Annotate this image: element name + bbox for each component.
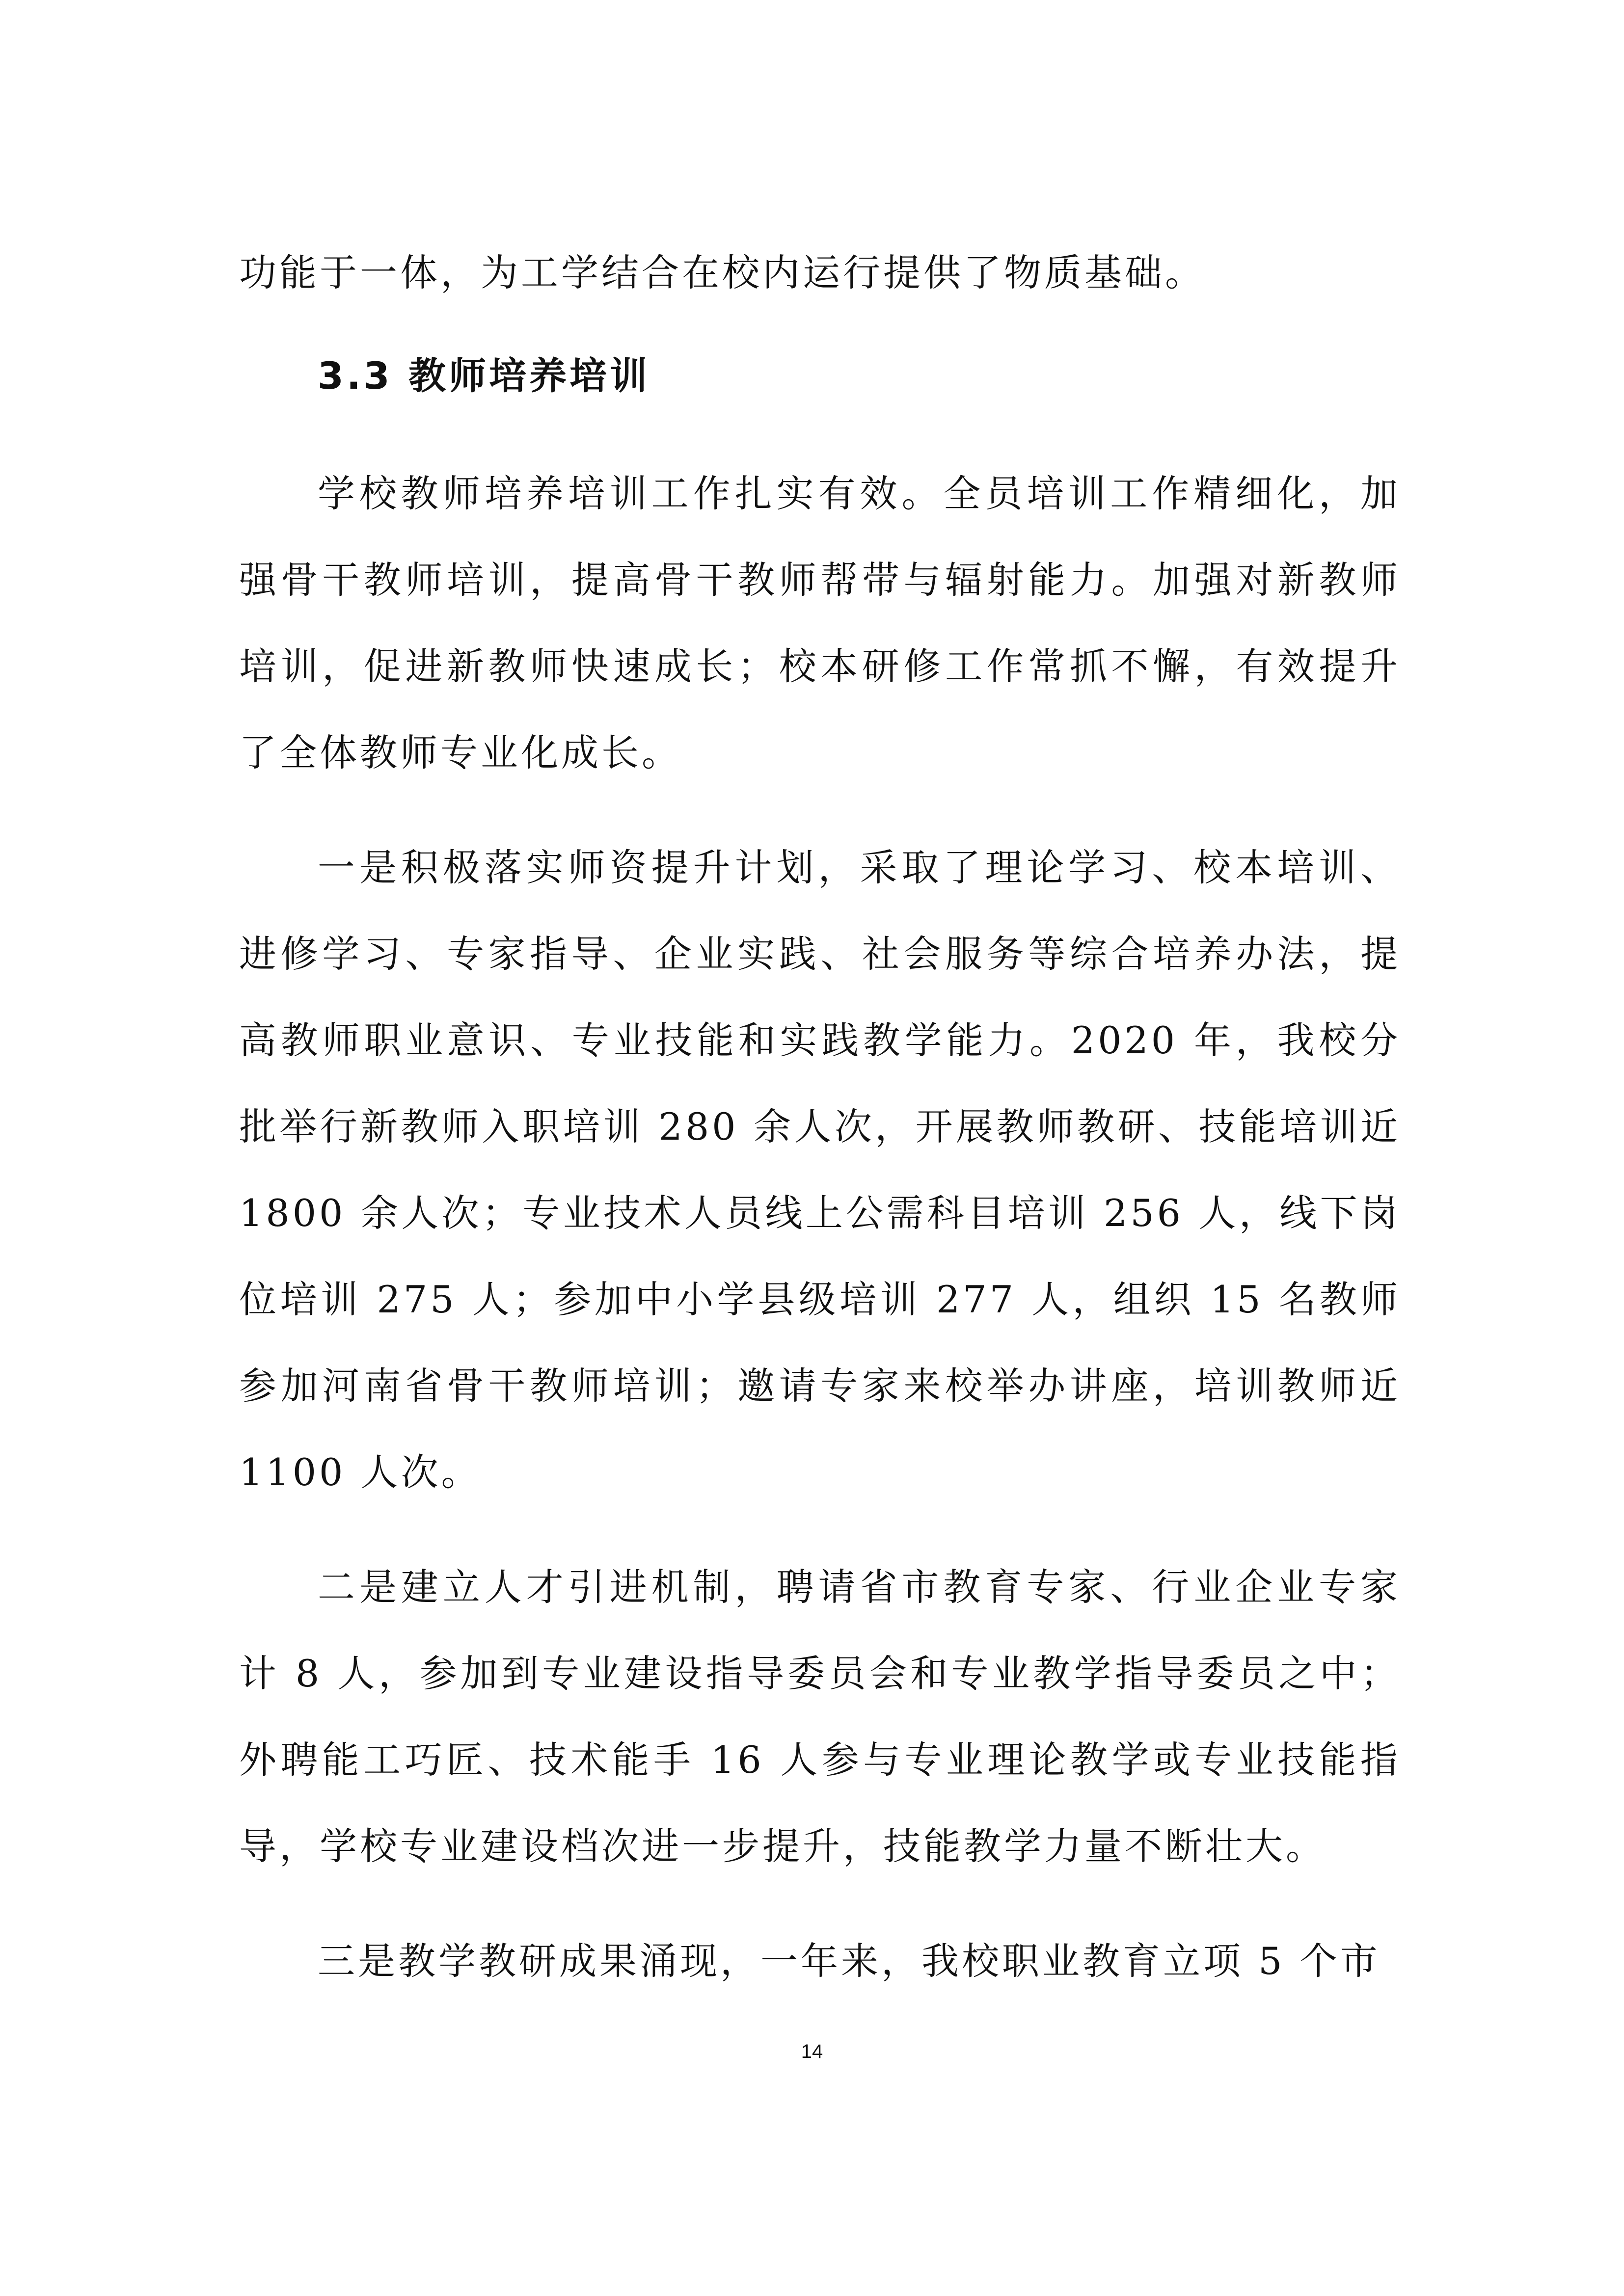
paragraph-talent-introduction: 二是建立人才引进机制，聘请省市教育专家、行业企业专家计 8 人，参加到专业建设指导委员会和专业教学指导委员之中；外聘能工巧匠、技术能手 16 人参与专业理论教学或专业技能指导，学校专业建设档次进一步提升，技能教学力量不断壮大。: [239, 1565, 1401, 1868]
paragraph-gap: [239, 1516, 1401, 1544]
paragraph-gap: [239, 1890, 1401, 1918]
paragraph-teacher-improvement: 一是积极落实师资提升计划，采取了理论学习、校本培训、进修学习、专家指导、企业实践、社会服务等综合培养办法，提高教师职业意识、专业技能和实践教学能力。2020 年，我校分批举行新教师入职培训 280 余人次，开展教师教研、技能培训近 1800 余人次；专业技术人员线上公需科目培训 256 人，线下岗位培训 275 人；参加中小学县级培训 277 人，组织 15 名教师参加河南省骨干教师培训；邀请专家来校举办讲座，培训教师近 1100 人次。: [239, 846, 1401, 1494]
continuation-paragraph: 功能于一体，为工学结合在校内运行提供了物质基础。: [239, 251, 1205, 294]
paragraph-training-overview: 学校教师培养培训工作扎实有效。全员培训工作精细化，加强骨干教师培训，提高骨干教师帮带与辐射能力。加强对新教师培训，促进新教师快速成长；校本研修工作常抓不懈，有效提升了全体教师专业化成长。: [239, 472, 1401, 774]
page-number: 14: [801, 2041, 823, 2062]
document-body: [239, 230, 1401, 2004]
paragraph-gap: [239, 796, 1401, 825]
section-heading: 3.3 教师培养培训: [318, 354, 650, 398]
paragraph-research-results: 三是教学教研成果涌现，一年来，我校职业教育立项 5 个市: [318, 1939, 1380, 1983]
